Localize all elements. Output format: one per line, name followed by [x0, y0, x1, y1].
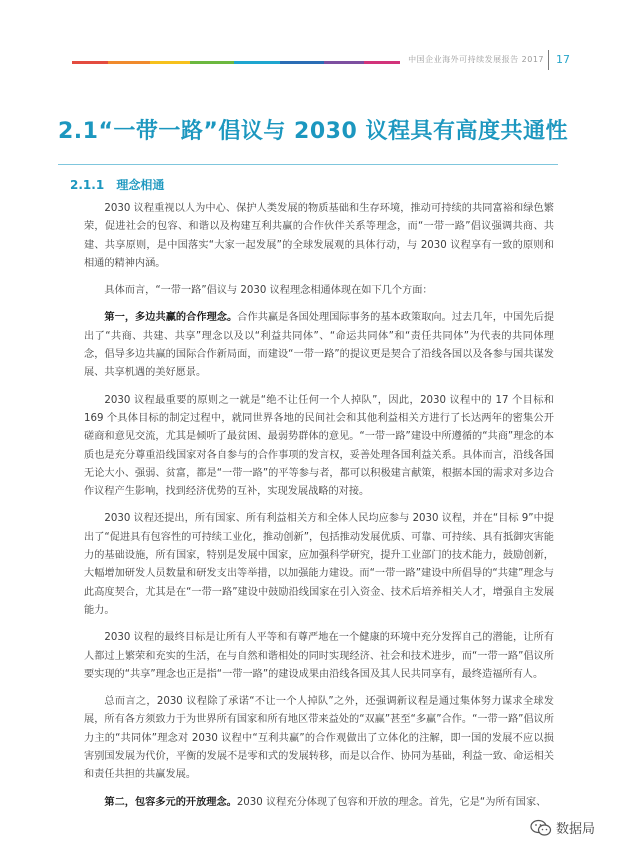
header-divider	[548, 50, 549, 70]
paragraph-text: 合作共赢是各国处理国际事务的基本政策取向。过去几年，中国先后提出了“共商、共建、共享”理念以及以“利益共同体”、“命运共同体”和“责任共同体”为代表的共同体理念，倡导多边共赢的国际合作新局面，而建设“一带一路”的提议更是契合了沿线各国以及各参与国共谋发展、共享机遇的美好愿景。	[84, 312, 555, 379]
stripe-segment	[234, 61, 280, 64]
paragraph-text: 2030 议程重视以人为中心、保护人类发展的物质基础和生存环境，推动可持续的共同富裕和绿色繁荣，促进社会的包容、和谐以及构建互利共赢的合作伙伴关系等理念，而“一带一路”倡议强调共商、共建、共享原则，是中国落实“大家一起发展”的全球发展观的具体行动，与 2030 议程享有一致的原则和相通的精神内涵。	[84, 203, 554, 269]
paragraph-text: 总而言之，2030 议程除了承诺“不让一个人掉队”之外，还强调新议程是通过集体努力谋求全球发展，所有各方须致力于为世界所有国家和所有地区带来益处的“双赢”甚至“多赢”合作。“一带一路”倡议所力主的“共同体”理念对 2030 议程中“互利共赢”的合作观做出了立体化的注解，即一国的发展不应以损害别国发展为代价，平衡的发展不是零和式的发展转移，而是以合作、协同为基础，利益一致、命运相关和责任共担的共赢发展。	[84, 696, 554, 781]
wechat-icon	[530, 819, 552, 837]
report-title: 中国企业海外可持续发展报告 2017	[408, 55, 544, 64]
paragraph-text: 2030 议程还提出，所有国家、所有利益相关方和全体人民均应参与 2030 议程，并在“目标 9”中提出了“促进具有包容性的可持续工业化，推动创新”，包括推动发展优质、可靠、可持续、具有抵御灾害能力的基础设施，所有国家，特别是发展中国家，应加强科学研究，提升工业部门的技术能力，鼓励创新，大幅增加研发人员数量和研发支出等举措，以加强能力建设。而“一带一路”建设中所倡导的“共建”理念与此高度契合，尤其是在“一带一路”建设中鼓励沿线国家在引入资金、技术后培养相关人才，增强自主发展能力。	[84, 513, 554, 616]
stripe-segment	[190, 61, 234, 64]
subsection-number: 2.1.1	[70, 178, 105, 192]
paragraph	[84, 200, 554, 273]
subsection-heading	[70, 176, 164, 193]
watermark-text: 数据局	[556, 822, 596, 837]
stripe-segment	[324, 61, 364, 64]
paragraph-lead: 第一，多边共赢的合作理念。	[104, 312, 238, 324]
paragraph	[84, 309, 554, 382]
paragraph	[84, 794, 554, 812]
stripe-segment	[72, 61, 108, 64]
stripe-segment	[280, 61, 324, 64]
paragraph	[84, 693, 554, 784]
paragraph	[84, 282, 554, 300]
paragraph-text: 2030 议程的最终目标是让所有人平等和有尊严地在一个健康的环境中充分发挥自己的潜能，让所有人都过上繁荣和充实的生活，在与自然和谐相处的同时实现经济、社会和技术进步，而“一带一路”倡议所要实现的“共享”理念也正是指“一带一路”的建设成果由沿线各国及其人民共同享有，最终造福所有人。	[84, 632, 554, 680]
section-title: 2.1“一带一路”倡议与 2030 议程具有高度共通性	[58, 119, 568, 144]
paragraph-text: 具体而言，“一带一路”倡议与 2030 议程理念相通体现在如下几个方面：	[104, 285, 433, 297]
subsection-title: 理念相通	[116, 178, 165, 192]
stripe-segment	[108, 61, 150, 64]
page-number: 17	[556, 53, 570, 66]
stripe-segment	[364, 61, 400, 64]
paragraph	[84, 629, 554, 684]
paragraph-text: 2030 议程最重要的原则之一就是“绝不让任何一个人掉队”，因此，2030 议程中的 17 个目标和 169 个具体目标的制定过程中，就同世界各地的民间社会和其他利益相关方进行了长达两年的密集公开磋商和意见交流，尤其是倾听了最贫困、最弱势群体的意见。“一带一路”建设中所遵循的“共商”理念的本质也是充分尊重沿线国家对各自参与的合作事项的发言权，妥善处理各国利益关系。具体而言，沿线各国无论大小、强弱、贫富，都是“一带一路”的平等参与者，都可以积极建言献策，根据本国的需求对多边合作议程产生影响，找到经济优势的互补，实现发展战略的对接。	[84, 394, 554, 498]
paragraph	[84, 392, 554, 502]
paragraph-lead: 第二，包容多元的开放理念。	[104, 796, 237, 808]
section-divider	[58, 164, 558, 165]
paragraph	[84, 510, 554, 620]
watermark	[530, 818, 595, 837]
paragraph-text: 2030 议程充分体现了包容和开放的理念。首先，它是“为所有国家、	[236, 796, 547, 808]
stripe-segment	[150, 61, 190, 64]
header-color-stripe	[72, 61, 400, 64]
body-text	[84, 200, 554, 821]
